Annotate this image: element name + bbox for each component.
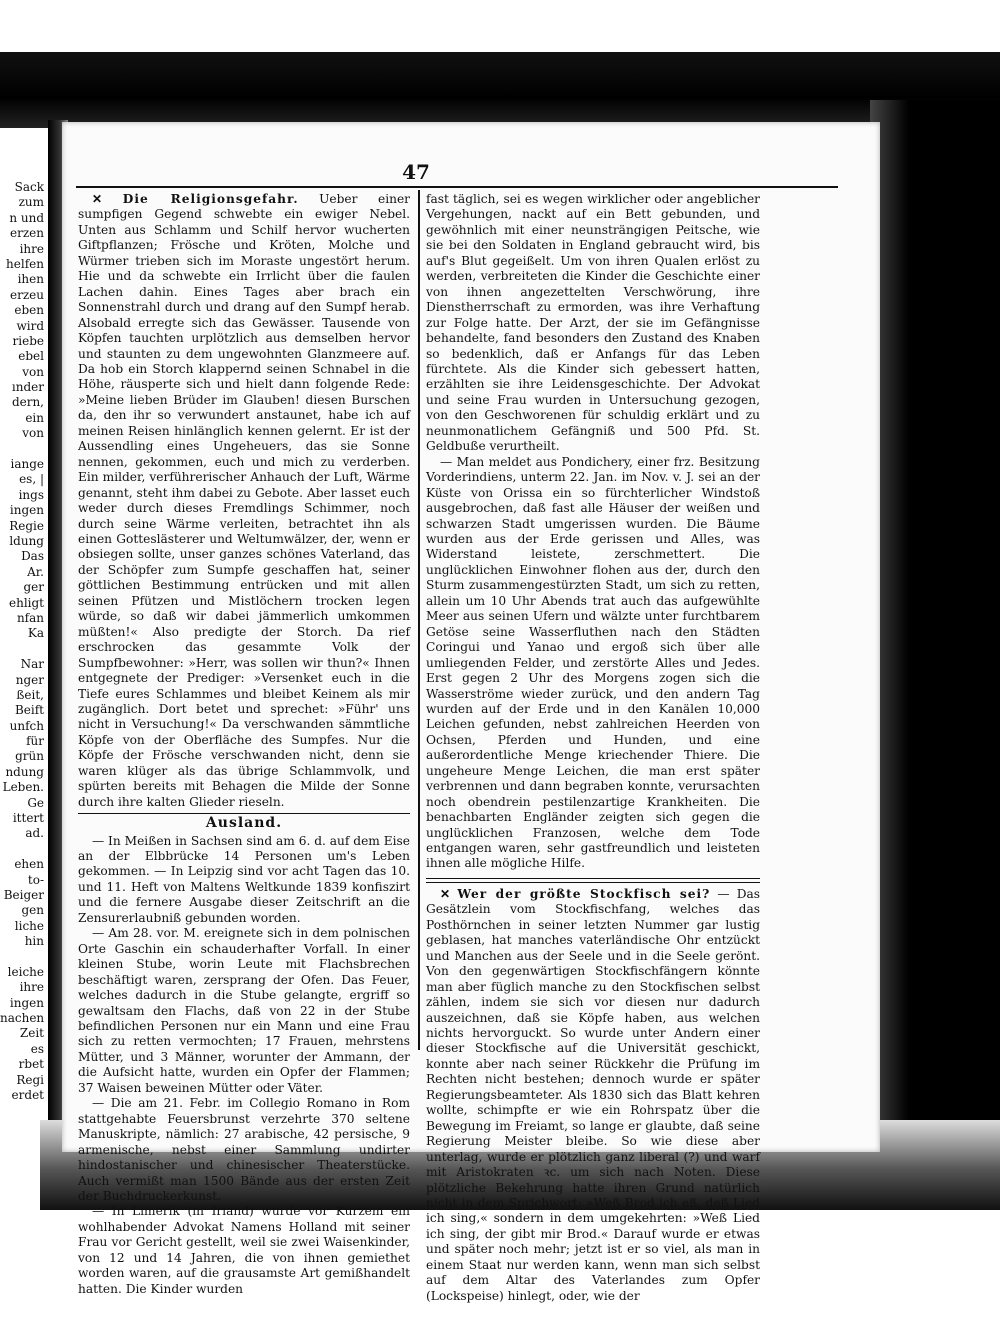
right-column: [426, 192, 761, 1303]
facing-page-line: ings: [18, 487, 44, 502]
facing-page-line: erzen: [10, 226, 44, 241]
scan-dark-band: [0, 52, 1000, 128]
section-rule: [78, 813, 410, 814]
article-title: Wer der größte Stockfisch sei?: [457, 886, 711, 901]
facing-page-line: ihre: [19, 980, 44, 995]
facing-page-line: ad.: [25, 826, 44, 841]
facing-page-line: ingen: [9, 503, 44, 518]
facing-page-line: dern,: [11, 395, 44, 410]
facing-page-line: Regie: [9, 518, 44, 533]
facing-page-line: nfan: [16, 610, 44, 625]
facing-page-line: Leben.: [2, 780, 44, 795]
header-rule: [76, 186, 838, 188]
facing-page-line: Ka: [27, 626, 44, 641]
facing-page-line: ldung: [9, 533, 44, 548]
facing-page-line: Sack: [14, 180, 44, 194]
facing-page-line: ßeit,: [16, 687, 44, 702]
facing-page-line: ebel: [18, 349, 44, 364]
facing-page-line: Das: [21, 549, 44, 564]
facing-page-line: Beift: [14, 703, 44, 718]
facing-page-line: zum: [18, 195, 44, 210]
facing-page-line: ger: [23, 580, 44, 595]
facing-page-line: [0, 842, 46, 857]
facing-page-line: Regi: [16, 1072, 44, 1087]
facing-page-line: unfch: [9, 718, 44, 733]
facing-page-line: gen: [21, 903, 44, 918]
facing-page-line: [0, 642, 46, 657]
facing-page-line: helfen: [6, 256, 44, 271]
facing-page-line: Zeit: [19, 1026, 44, 1041]
facing-page-line: Beiger: [3, 887, 44, 902]
scan-top-margin: [0, 0, 1000, 52]
article-mark: ✕: [440, 886, 451, 901]
facing-page-line: ittert: [12, 811, 44, 826]
facing-page-line: Nar: [20, 657, 44, 672]
facing-page-line: nachen: [0, 1011, 45, 1026]
facing-page-line: Ge: [27, 795, 44, 810]
facing-page-line: erdet: [11, 1088, 44, 1103]
news-item: — In Meißen in Sachsen sind am 6. d. auf dem Eise an der Elbbrücke 14 Personen um's Leben gekommen. — In Leipzig sind vor acht Tagen das 10. und 11. Heft von Maltens Weltkunde 1839 konfiszirt und die fernere Ausgabe dieser Zeitschrift an die Zensurerlaubniß gebunden worden.: [78, 833, 410, 925]
left-column: [78, 192, 411, 1296]
facing-page-line: leiche: [7, 964, 44, 979]
article-body: — Das Gesätzlein vom Stockfischfang, welches das Posthörnchen in seiner letzten Nummer gar lustig geblasen, hat manches vaterländische Ohr entzückt und Manchen aus der Seele und in die Seele gerönt. Von den gegenwärtigen Stockfischfängern könnte man aber füglich manche zu den Stockfischen selbst zählen, indem sie sich vor diesen nur dadurch auszeichnen, daß sie Köpfe haben, aus welchen nichts hervorguckt. So wurde unter Andern einer dieser Stockfische auf die Universität geschickt, konnte aber nach seiner Rückkehr die Prüfung im Rechten nicht bestehen; dennoch wurde er später Regierungsbeamteter. Als 1830 sich das Blatt kehren wollte, schimpfte er wie ein Rohrspatz über die Bewegung im Freiamt, so lange er glaubte, daß seine Regierung Meister bleibe. So wie diese aber unterlag, wurde er plötzlich ganz liberal (?) und warf mit Aristokraten ꝛc. um sich nach Noten. Diese plötzliche Bekehrung hatte ihren Grund natürlich nicht in dem Sprichwort: »Weß Brod ich eß, deß Lied ich sing,« sondern in dem umgekehrten: »Weß Lied ich sing, der gibt mir Brod.« Darauf wurde er etwas und später noch mehr; jetzt ist er so viel, als man in einem Staat nur werden kann, wenn man sich selbst auf dem Altar des Vaterlandes zum Opfer (Lockspeise) hinlegt, oder, wie der: [426, 886, 761, 1303]
facing-page-line: [0, 442, 46, 457]
facing-page-line: ehligt: [8, 595, 44, 610]
facing-page-line: ndung: [5, 764, 44, 779]
article-stockfisch: [426, 887, 760, 1304]
article-title: Die Religionsgefahr.: [122, 192, 299, 206]
facing-page-line: für: [26, 734, 44, 749]
facing-page-line: n und: [9, 210, 44, 225]
article-body: Ueber einer sumpfigen Gegend schwebte ein ewiger Nebel. Unten aus Schlamm und Schilf hervor wucherten Giftpflanzen; Frösche und Kröten, Molche und Würmer trieben sich im Moraste ungestört herum. Hie und da schwebte ein Irrlicht über die faulen Lachen dahin. Eines Tages aber brach ein Sonnenstrahl durch und drang auf den Sumpf herab. Alsobald erregte sich das Gewässer. Tausende von Köpfen tauchten urplötzlich aus demselben hervor und staunten zu dem ungewohnten Glanzmeere auf. Da hob ein Storch klappernd seinen Schnabel in die Höhe, räusperte sich und hielt dann folgende Rede: »Meine lieben Brüder im Glauben! diesen Burschen da, den ihr so verwundert anstaunet, habe ich auf meinen Reisen hinlänglich kennen gelernt. Er ist der Aussendling eines Ungeheuers, das sie Sonne nennen, gekommen, euch und mich zu verderben. Ein milder, verführerischer Anhauch der Luft, Wärme genannt, steht ihm dabei zu Gebote. Aber lasset euch weder durch dieses Fremdlings Schimmer, noch durch seine Wärme verleiten, betrachtet ihn als einen Gotteslästerer und Weltumwälzer, der, wenn er obsiegen sollte, unser ganzes schönes Vaterland, das der Schöpfer zum Sumpfe geschaffen hat, seiner göttlichen Bestimmung entrücken und mit allen seinen Pfützen und Mistlöchern trocken legen würde, so daß wir dabei jämmerlich umkommen müßten!« Also predigte der Storch. Da rief erschrocken das gesammte Volk der Sumpfbewohner: »Herr, was sollen wir thun?« Ihnen entgegnete der Prediger: »Versenket euch in die Tiefe eures Schlammes und bleibet Keinem als mir zugänglich. Dort betet und sprechet: »Führ' uns nicht in Versuchung!« Da verschwanden sämmtliche Köpfe von der Oberfläche des Sumpfes. Nur die Köpfe der Frösche verschwanden nicht, denn sie waren klüger als das übrige Schlammvolk, und spürten bereits mit Behagen die Milde der Sonne durch ihre kalten Glieder rieseln.: [78, 192, 411, 809]
facing-page-line: Ar.: [27, 564, 44, 579]
page-number: 47: [402, 160, 430, 184]
facing-page-line: iange: [10, 457, 44, 472]
news-item-continued: fast täglich, sei es wegen wirklicher oder angeblicher Vergehungen, nackt auf ein Bett gebunden, und gewöhnlich mit einer neunsträngigen Peitsche, wie sie bei den Soldaten in England gebraucht wird, bis auf's Blut gegeißelt. Um von ihren Qualen erlöst zu werden, verbreiteten die Kinder die Geschichte einer von ihnen angezettelten Verschwörung, ihre Dienstherrschaft zu ermorden, was ihre Verhaftung zur Folge hatte. Der Arzt, der sie im Gefängnisse behandelte, fand besonders den Zustand des Knaben so bedenklich, daß er Anfangs für das Leben fürchtete. Als die Kinder sich gebessert hatten, erzählten sie ihre Leidensgeschichte. Der Advokat und seine Frau wurden in Untersuchung gezogen, von den Geschworenen für schuldig erklärt und zu neunmonatlichem Gefängniß und 500 Pfd. St. Geldbuße verurtheilt.: [426, 192, 760, 454]
facing-page-line: nger: [15, 672, 44, 687]
facing-page-line: liche: [14, 918, 44, 933]
facing-page-line: erzeu: [10, 287, 44, 302]
facing-page-line: hin: [24, 934, 44, 949]
facing-page-fragments: [0, 180, 46, 1180]
facing-page-line: eben: [14, 303, 44, 318]
news-item: — Am 28. vor. M. ereignete sich in dem polnischen Orte Gaschin ein schauderhafter Vorfall. In einer kleinen Stube, worin Leute mit Flachsbrechen beschäftigt waren, zersprang der Ofen. Das Feuer, welches dadurch in die Stube gelangte, ergriff so gewaltsam den Flachs, daß von 22 in der Stube befindlichen Personen nur ein Mann und eine Frau sich zu retten vermochten; 17 Frauen, mehrstens Mütter, und 3 Männer, worunter der Ammann, der die Aufsicht hatte, wurden ein Opfer der Flammen; 37 Waisen beweinen Mütter oder Väter.: [78, 926, 410, 1095]
facing-page-line: grün: [15, 749, 44, 764]
facing-page-line: ehen: [14, 857, 44, 872]
facing-page-line: von: [22, 426, 44, 441]
section-title-ausland: Ausland.: [205, 815, 283, 832]
facing-page-line: riebe: [12, 333, 44, 348]
article-religionsgefahr: [78, 192, 410, 810]
facing-page-line: to-: [27, 872, 44, 887]
facing-page-line: es, |: [19, 472, 44, 487]
facing-page-line: ihre: [19, 241, 44, 256]
facing-page-line: von: [22, 364, 44, 379]
article-mark: ✕: [92, 192, 103, 206]
news-item: — Man meldet aus Pondichery, einer frz. Besitzung Vorderindiens, unterm 22. Jan. im Nov. v. J. sei an der Küste von Orissa ein so fürchterlicher Windstoß ausgebrochen, daß fast alle Häuser der weißen und schwarzen Stadt umgerissen wurden. Die Bäume wurden aus der Erde gerissen und Alles, was Widerstand leistete, zerschmettert. Die unglücklichen Einwohner flohen aus der, durch den Sturm zusammengestürzten Stadt, um sich zu retten, allein um 10 Uhr Abends trat auch das aufgewühlte Meer aus seinen Ufern und wälzte unter furchtbarem Getöse seine Wasserfluthen nach den Städten Coringui und Yanao und ergoß sich über alle umliegenden Felder, und zerstörte Alles und Jedes. Erst gegen 2 Uhr des Morgens zogen sich die Wasserströme wieder zurück, und den andern Tag wurden auf der Erde und in den Kanälen 10,000 Leichen gefunden, nebst zahlreichen Heerden von Ochsen, Pferden und Hunden, und eine außerordentliche Menge kriechender Thiere. Die ungeheure Menge Leichen, die man erst später verbrennen und dann begraben konnte, verursachten noch obendrein pestilenzartige Krankheiten. Die benachbarten Engländer zeigten sich gegen die unglücklichen Franzosen, welche dem Tode entgangen waren, sehr gastfreundlich und leisteten ihnen alle mögliche Hilfe.: [426, 454, 760, 871]
facing-page-line: wird: [16, 318, 44, 333]
news-item: — In Limerik (in Irland) wurde vor Kurzem ein wohlhabender Advokat Namens Holland mit seiner Frau vor Gericht gestellt, weil sie zwei Waisenkinder, von 12 und 14 Jahren, die von ihnen gemiethet worden waren, auf die grausamste Art gemißhandelt hatten. Die Kinder wurden: [78, 1204, 410, 1296]
facing-page-line: es: [30, 1041, 44, 1056]
facing-page-line: [0, 950, 46, 965]
facing-page-line: ein: [25, 410, 44, 425]
facing-page-line: ihen: [17, 272, 44, 287]
facing-page-line: rbet: [18, 1057, 44, 1072]
column-divider: [418, 190, 420, 1050]
facing-page-line: ingen: [9, 995, 44, 1010]
facing-page-line: ınder: [11, 380, 44, 395]
section-rule: [426, 878, 760, 883]
news-item: — Die am 21. Febr. im Collegio Romano in Rom stattgehabte Feuersbrunst verzehrte 370 seltene Manuskripte, nämlich: 27 arabische, 42 persische, 9 armenische, nebst einer Sammlung undirter hindostanischer und chinesischer Theaterstücke. Auch vermißt man 1500 Bände aus der ersten Zeit der Buchdruckerkunst.: [78, 1096, 410, 1203]
scan-right-shadow: [870, 100, 1000, 1190]
